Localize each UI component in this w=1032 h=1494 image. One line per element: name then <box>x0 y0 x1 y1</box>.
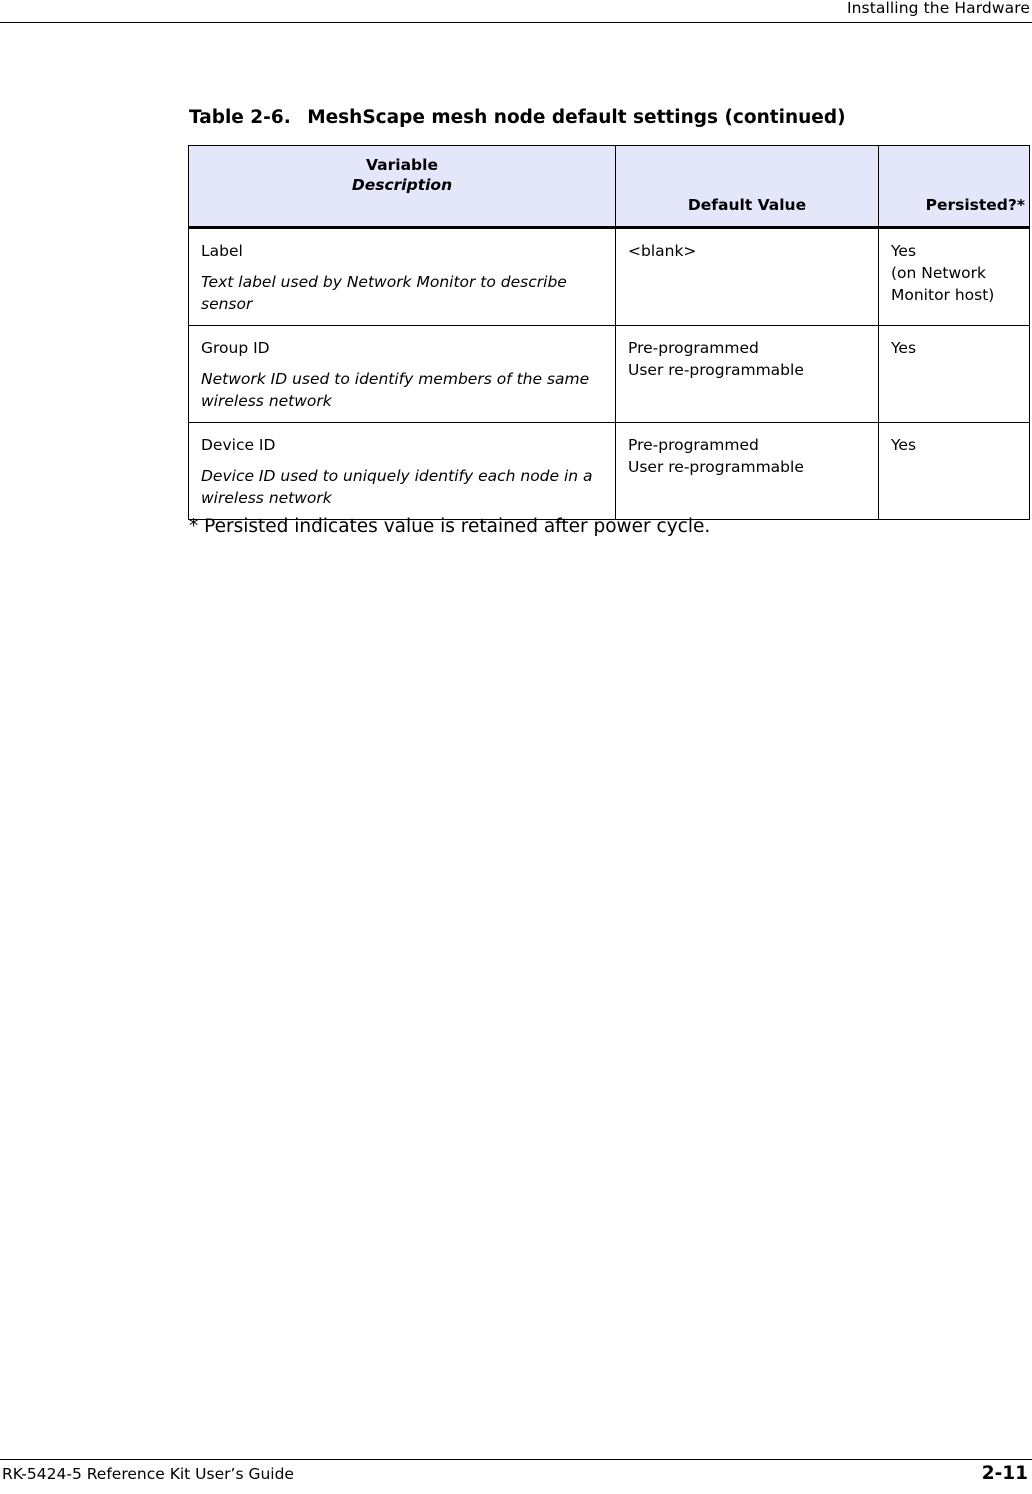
column-header-description-label: Description <box>351 176 453 194</box>
default-value: Pre-programmed <box>628 339 759 357</box>
persisted-cell <box>879 228 1030 326</box>
table-row <box>189 423 1030 520</box>
table-row <box>189 326 1030 423</box>
variable-description: Text label used by Network Monitor to describe sensor <box>201 273 567 313</box>
variable-name: Device ID <box>201 436 276 454</box>
persisted-value: Yes <box>891 436 917 454</box>
default-value: Pre-programmed <box>628 436 759 454</box>
variable-cell <box>189 326 616 423</box>
persisted-cell <box>879 326 1030 423</box>
persisted-cell <box>879 423 1030 520</box>
default-value-cell <box>616 423 879 520</box>
variable-name: Label <box>201 242 243 260</box>
default-value: <blank> <box>628 242 697 260</box>
column-header-persisted: Persisted?* <box>879 146 1030 228</box>
table-caption-number: Table 2-6. <box>189 107 291 128</box>
column-header-variable <box>189 146 616 228</box>
persisted-note: (on Network Monitor host) <box>891 264 995 304</box>
section-title: Installing the Hardware <box>846 0 1030 17</box>
variable-description: Device ID used to uniquely identify each node in a wireless network <box>201 467 593 507</box>
persisted-value: Yes <box>891 339 917 357</box>
guide-title: RK-5424-5 Reference Kit User’s Guide <box>2 1465 294 1483</box>
default-value-note: User re-programmable <box>628 458 804 476</box>
default-value-note: User re-programmable <box>628 361 804 379</box>
table-row <box>189 228 1030 326</box>
variable-cell <box>189 423 616 520</box>
default-value-cell <box>616 228 879 326</box>
variable-name: Group ID <box>201 339 270 357</box>
column-header-variable-label: Variable <box>366 156 438 174</box>
variable-description: Network ID used to identify members of the same wireless network <box>201 370 590 410</box>
table-footnote: * Persisted indicates value is retained after power cycle. <box>189 516 711 537</box>
page-number: 2-11 <box>981 1463 1028 1484</box>
table-caption-title: MeshScape mesh node default settings (continued) <box>307 107 846 128</box>
table-header-row <box>189 146 1030 228</box>
persisted-value: Yes <box>891 242 917 260</box>
column-header-default-value: Default Value <box>616 146 879 228</box>
running-footer <box>0 1459 1032 1494</box>
settings-table <box>188 145 1030 520</box>
variable-cell <box>189 228 616 326</box>
default-value-cell <box>616 326 879 423</box>
table-caption <box>189 107 846 128</box>
running-header <box>0 0 1032 23</box>
